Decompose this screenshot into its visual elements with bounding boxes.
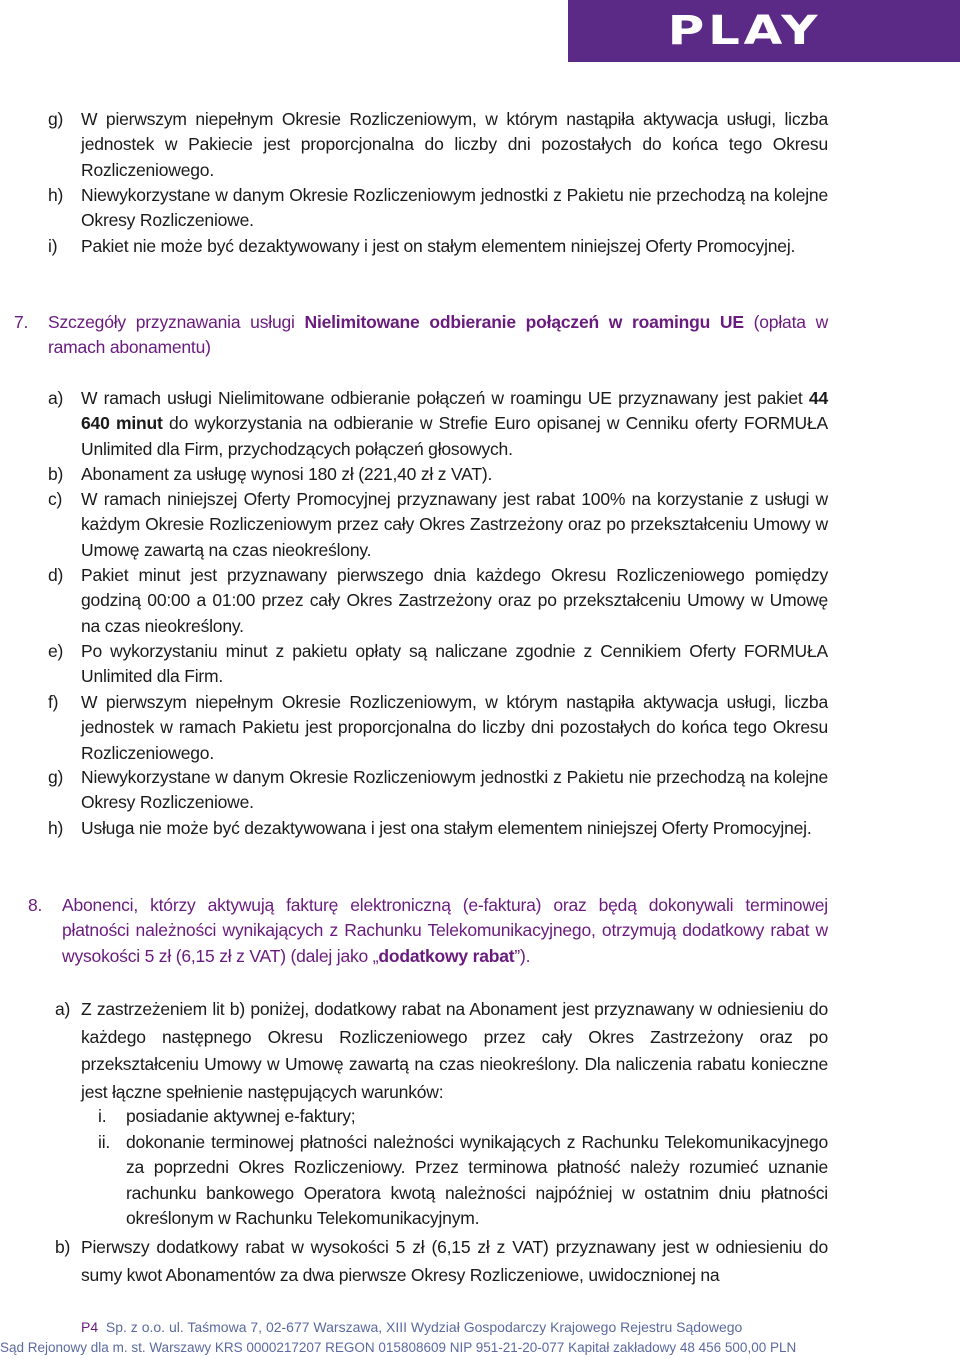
item-text: Abonament za usługę wynosi 180 zł (221,40 zł z VAT). bbox=[81, 464, 493, 484]
play-logo bbox=[568, 0, 960, 62]
list-item bbox=[98, 1130, 828, 1231]
item-text: W ramach usługi Nielimitowane odbieranie połączeń w roamingu UE przyznawany jest pakiet bbox=[81, 388, 809, 408]
item-text: Z zastrzeżeniem lit b) poniżej, dodatkowy rabat na Abonament jest przyznawany w odniesieniu do każdego następnego Okresu Rozliczeniowego przez cały Okres Zastrzeżony oraz po przekształceniu Umowy w Umowę zawartą na czas nieokreślony. Dla naliczenia rabatu konieczne jest łączne spełnienie następujących warunków: bbox=[81, 999, 828, 1102]
item-text: Niewykorzystane w danym Okresie Rozliczeniowym jednostki z Pakietu nie przechodzą na kolejne Okresy Rozliczeniowe. bbox=[81, 185, 828, 231]
list-item bbox=[48, 765, 828, 816]
item-label: h) bbox=[48, 185, 64, 205]
list-item bbox=[48, 816, 828, 841]
item-text: Usługa nie może być dezaktywowana i jest ona stałym elementem niniejszej Oferty Promocyjnej. bbox=[81, 818, 812, 838]
heading-text: Abonenci, którzy aktywują fakturę elektroniczną (e-faktura) oraz będą dokonywali terminowej płatności należności wynikających z Rachunku Telekomunikacyjnego, otrzymują dodatkowy rabat w wysokości 5 zł (6,15 zł z VAT) (dalej jako „ bbox=[62, 895, 828, 966]
item-label: g) bbox=[48, 767, 64, 787]
item-label: a) bbox=[55, 999, 71, 1019]
heading-text: Szczegóły przyznawania usługi bbox=[48, 312, 305, 332]
list-item bbox=[48, 690, 828, 766]
list-item bbox=[48, 462, 828, 487]
heading-bold: dodatkowy rabat bbox=[378, 945, 515, 966]
list-item bbox=[48, 183, 828, 234]
logo-text: PLAY bbox=[667, 8, 821, 54]
list-item bbox=[48, 563, 828, 639]
list-item bbox=[48, 234, 828, 259]
item-text: Pakiet minut jest przyznawany pierwszego dnia każdego Okresu Rozliczeniowego pomiędzy godziną 00:00 a 01:00 przez cały Okres Zastrzeżony oraz po przekształceniu Umowy w Umowę na czas nieokreślony. bbox=[81, 565, 828, 636]
item-label: i) bbox=[48, 236, 58, 256]
item-text: Niewykorzystane w danym Okresie Rozliczeniowym jednostki z Pakietu nie przechodzą na kolejne Okresy Rozliczeniowe. bbox=[81, 767, 828, 813]
heading-text-after: ”). bbox=[514, 945, 531, 966]
section-number: 7. bbox=[14, 312, 29, 332]
list-item bbox=[48, 107, 828, 183]
list-item bbox=[55, 996, 828, 1106]
item-label: a) bbox=[48, 388, 64, 408]
item-text-bold: 44 640 minut bbox=[81, 388, 828, 434]
footer-line-2: Sąd Rejonowy dla m. st. Warszawy KRS 0000217207 REGON 015808609 NIP 951-21-20-077 Kapitał zakładowy 48 456 500,00 PLN bbox=[0, 1340, 797, 1355]
company-short: P4 bbox=[81, 1319, 99, 1335]
section-8-heading bbox=[28, 893, 828, 969]
item-label: e) bbox=[48, 641, 64, 661]
item-text: Po wykorzystaniu minut z pakietu opłaty są naliczane zgodnie z Cennikiem Oferty FORMUŁA Unlimited dla Firm. bbox=[81, 641, 828, 687]
item-text-after: do wykorzystania na odbieranie w Strefie Euro opisanej w Cenniku oferty FORMUŁA Unlimited dla Firm, przychodzących połączeń głosowych. bbox=[81, 413, 828, 459]
item-text: W pierwszym niepełnym Okresie Rozliczeniowym, w którym nastąpiła aktywacja usługi, liczba jednostek w ramach Pakietu jest proporcjonalna do liczby dni pozostałych do końca tego Okresu Rozliczeniowego. bbox=[81, 692, 828, 763]
item-label: b) bbox=[48, 464, 64, 484]
heading-bold: Nielimitowane odbieranie połączeń w roamingu UE bbox=[304, 312, 744, 332]
section-7-heading bbox=[14, 310, 828, 361]
item-label: ii. bbox=[98, 1132, 111, 1152]
item-text: Pierwszy dodatkowy rabat w wysokości 5 zł (6,15 zł z VAT) przyznawany jest w odniesieniu do sumy kwot Abonamentów za dwa pierwsze Okresy Rozliczeniowe, uwidocznionej na bbox=[81, 1237, 828, 1285]
item-text: Pakiet nie może być dezaktywowany i jest on stałym elementem niniejszej Oferty Promocyjnej. bbox=[81, 236, 796, 256]
item-label: i. bbox=[98, 1106, 107, 1126]
item-text: dokonanie terminowej płatności należności wynikających z Rachunku Telekomunikacyjnego za poprzedni Okres Rozliczeniowy. Przez terminowa płatność należy rozumieć uznanie rachunku bankowego Operatora kwotą należności najpóźniej w ostatnim dniu płatności określonym w Rachunku Telekomunikacyjnym. bbox=[126, 1132, 828, 1228]
item-text: W ramach niniejszej Oferty Promocyjnej przyznawany jest rabat 100% na korzystanie z usługi w każdym Okresie Rozliczeniowym przez cały Okres Zastrzeżony oraz po przekształceniu Umowy w Umowę zawartą na czas nieokreślony. bbox=[81, 489, 828, 560]
footer-line-1 bbox=[81, 1319, 742, 1335]
section-number: 8. bbox=[28, 895, 43, 915]
list-item bbox=[48, 386, 828, 462]
heading-text-after: (opłata w ramach abonamentu) bbox=[48, 312, 829, 358]
item-label: f) bbox=[48, 692, 59, 712]
list-item bbox=[48, 639, 828, 690]
item-label: h) bbox=[48, 818, 64, 838]
item-label: b) bbox=[55, 1237, 71, 1257]
list-item bbox=[98, 1104, 828, 1129]
item-text: W pierwszym niepełnym Okresie Rozliczeniowym, w którym nastąpiła aktywacja usługi, liczba jednostek w Pakiecie jest proporcjonalna do liczby dni pozostałych do końca tego Okresu Rozliczeniowego. bbox=[81, 109, 828, 180]
item-label: d) bbox=[48, 565, 64, 585]
list-item bbox=[55, 1234, 828, 1289]
item-text: posiadanie aktywnej e-faktury; bbox=[126, 1106, 356, 1126]
item-label: g) bbox=[48, 109, 64, 129]
footer-address: Sp. z o.o. ul. Taśmowa 7, 02-677 Warszawa, XIII Wydział Gospodarczy Krajowego Rejestru Sądowego bbox=[105, 1319, 743, 1335]
item-label: c) bbox=[48, 489, 63, 509]
list-item bbox=[48, 487, 828, 563]
